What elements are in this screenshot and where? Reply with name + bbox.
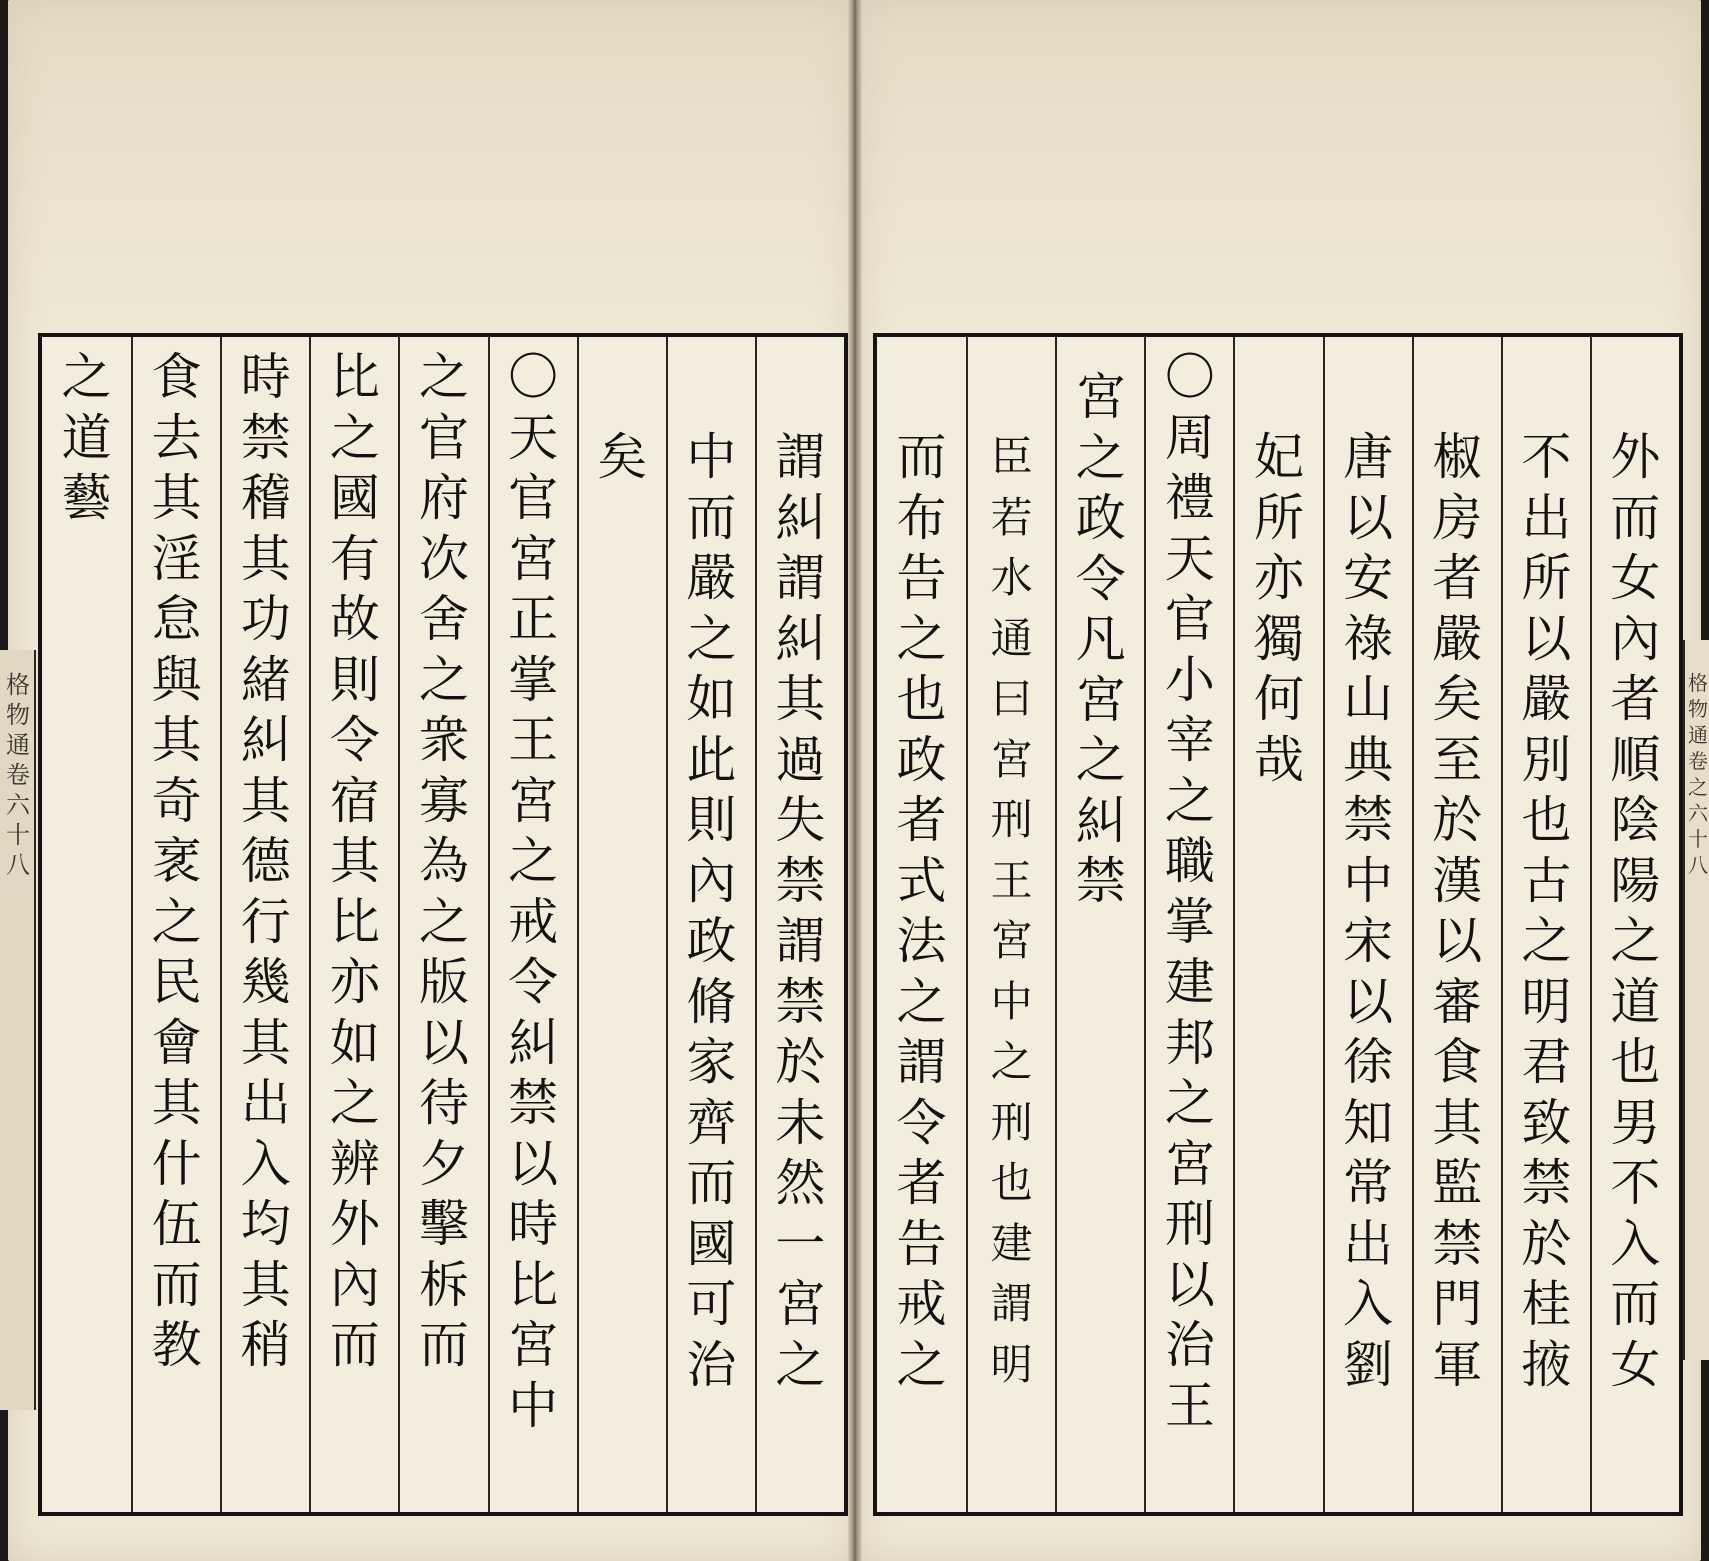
text-column <box>1412 337 1501 1512</box>
right-text-frame <box>873 333 1683 1516</box>
text-column <box>877 337 966 1512</box>
column-text: 妃所亦獨何哉 <box>1253 428 1304 789</box>
top-margin-shade <box>858 0 1701 330</box>
column-text: 〇天官宮正掌王宮之戒令糾禁以時比宮中 <box>508 348 559 1435</box>
text-column <box>1590 337 1679 1512</box>
text-column <box>577 337 666 1512</box>
text-column <box>1323 337 1412 1512</box>
text-column <box>1501 337 1590 1512</box>
column-text: 唐以安祿山典禁中宋以徐知常出入劉 <box>1343 428 1394 1394</box>
column-text: 矣 <box>597 428 648 486</box>
text-column <box>1144 337 1233 1512</box>
text-column <box>1055 337 1144 1512</box>
column-text: 而布告之也政者式法之謂令者告戒之 <box>896 428 947 1394</box>
column-text: 宮之政令凡宮之糾禁 <box>1075 368 1126 910</box>
column-text: 不出所以嚴別也古之明君致禁於桂掖 <box>1521 428 1572 1394</box>
text-column <box>488 337 577 1512</box>
text-column <box>1233 337 1322 1512</box>
text-column <box>309 337 398 1512</box>
text-column <box>666 337 755 1512</box>
top-margin-shade <box>8 0 854 330</box>
left-fore-edge <box>0 650 36 1410</box>
text-column <box>220 337 309 1512</box>
column-text: 食去其淫怠與其奇衺之民會其什伍而教 <box>151 348 202 1374</box>
book-gutter <box>848 0 862 1561</box>
column-text: 〇周禮天官小宰之職掌建邦之宮刑以治王 <box>1164 348 1215 1435</box>
column-text: 謂糾謂糾其過失禁謂禁於未然一宮之 <box>775 428 826 1394</box>
column-text: 之官府次舍之衆寡為之版以待夕擊柝而 <box>418 348 469 1374</box>
text-column <box>966 337 1055 1512</box>
column-text: 臣若水通曰宮刑王宮中之刑也建謂明 <box>990 432 1033 1389</box>
column-text: 椒房者嚴矣至於漢以審食其監禁門軍 <box>1432 428 1483 1394</box>
column-text: 比之國有故則令宿其比亦如之辨外內而 <box>329 348 380 1374</box>
text-column <box>131 337 220 1512</box>
column-text: 外而女內者順陰陽之道也男不入而女 <box>1610 428 1661 1394</box>
column-text: 時禁稽其功緒糾其德行幾其出入均其稍 <box>240 348 291 1374</box>
text-column <box>42 337 131 1512</box>
right-fore-edge <box>1683 640 1709 1360</box>
column-text: 中而嚴之如此則內政脩家齊而國可治 <box>686 428 737 1394</box>
right-edge-label: 格物通卷之六十八 <box>1688 671 1708 877</box>
left-edge-label: 格物通卷六十八 <box>6 671 30 879</box>
left-text-frame <box>38 333 848 1516</box>
column-text: 之道藝 <box>61 348 112 527</box>
text-column <box>755 337 844 1512</box>
text-column <box>398 337 487 1512</box>
